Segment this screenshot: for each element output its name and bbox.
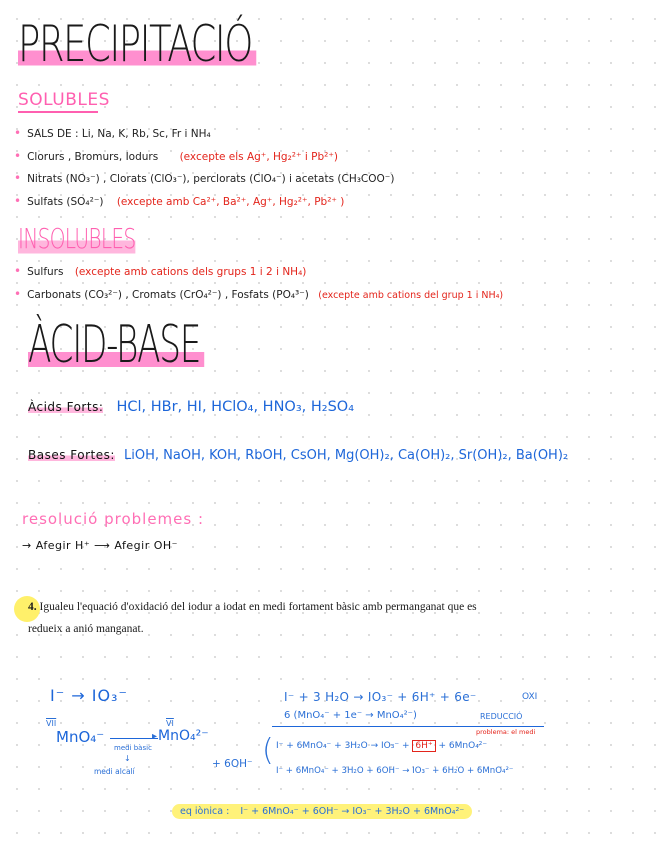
bullet-icon: • <box>14 287 22 301</box>
bullet-icon: • <box>14 149 22 163</box>
solubles-heading: SOLUBLES <box>18 90 110 110</box>
exercise-line-2: redueix a anió manganat. <box>28 623 144 635</box>
solubles-item-2: • Clorurs , Bromurs, Iodurs (excepte els Ag⁺, Hg₂²⁺ i Pb²⁺) <box>14 149 338 163</box>
right-sum-eq: I⁻ + 6MnO₄⁻ + 3H₂O → IO₃⁻ + 6H⁺ + 6MnO₄²⁻ <box>276 741 488 751</box>
arrow-head-icon: ▸ <box>152 731 158 742</box>
insolubles-item-1: • Sulfurs (excepte amb cations dels grups 1 i 2 i NH₄) <box>14 264 307 278</box>
bases-label: Bases Fortes: <box>28 448 115 462</box>
solubles-underline <box>18 111 98 113</box>
resolucio-step: → Afegir H⁺ ⟶ Afegir OH⁻ <box>22 539 178 552</box>
right-reduction-tag: REDUCCIÓ <box>480 712 523 721</box>
bullet-icon: • <box>14 264 22 278</box>
bullet-icon: • <box>14 171 22 185</box>
acids-label: Àcids Forts: <box>28 400 104 414</box>
ionic-label: eq iònica : <box>180 806 230 817</box>
left-ox-state-to: $\overline{VI}$ <box>166 719 174 728</box>
bases-row <box>28 444 568 463</box>
left-oxidation-eq: I⁻ → IO₃⁻ <box>50 686 128 705</box>
exercise-line-1: 4. Igualeu l'equació d'oxidació del iodur a iodat en medi fortament bàsic amb permanganat que es <box>28 601 477 613</box>
insolubles-item-2: • Carbonats (CO₃²⁻) , Cromats (CrO₄²⁻) , Fosfats (PO₄³⁻) (excepte amb cations del grup 1 i NH₄) <box>14 287 504 301</box>
sum-rule <box>272 726 544 727</box>
bracket-icon: ( <box>262 733 274 768</box>
down-arrow-icon: ↓ <box>124 754 131 763</box>
bases-list: LiOH, NaOH, KOH, RbOH, CsOH, Mg(OH)₂, Ca(OH)₂, Sr(OH)₂, Ba(OH)₂ <box>124 448 569 463</box>
left-reduction-from: MnO₄⁻ <box>56 728 105 746</box>
precipitacio-title: PRECIPITACIÓ <box>18 16 256 72</box>
right-oxidation-tag: OXI <box>522 692 538 702</box>
right-final-eq: I⁻ + 6MnO₄⁻ + 3H₂O + 6OH⁻ → IO₃⁻ + 6H₂O + 6MnO₄²⁻ <box>276 766 514 776</box>
resolucio-heading: resolució problemes : <box>22 510 205 528</box>
left-reduction-to: MnO₄²⁻ <box>158 728 209 744</box>
acids-row <box>28 396 354 415</box>
left-note-2: medi alcalí <box>94 767 135 776</box>
plus-oh-note: + 6OH⁻ <box>212 758 253 770</box>
right-reduction-eq: 6 (MnO₄⁻ + 1e⁻ → MnO₄²⁻) <box>284 710 417 721</box>
insolubles-heading: INSOLUBLES <box>18 222 136 255</box>
boxed-h-plus: 6H⁺ <box>412 740 435 752</box>
right-oxidation-eq: I⁻ + 3 H₂O → IO₃⁻ + 6H⁺ + 6e⁻ <box>284 690 477 704</box>
left-ox-state: $\overline{VII}$ <box>46 719 57 728</box>
left-note-1: medi bàsic <box>114 744 152 752</box>
acids-list: HCl, HBr, HI, HClO₄, HNO₃, H₂SO₄ <box>116 399 355 415</box>
problem-note: problema: el medi <box>476 728 536 736</box>
bullet-icon: • <box>14 194 22 208</box>
ionic-eq: I⁻ + 6MnO₄⁻ + 6OH⁻ → IO₃⁻ + 3H₂O + 6MnO₄²⁻ <box>240 806 465 817</box>
ionic-equation <box>172 804 472 819</box>
solubles-item-1: • SALS DE : Li, Na, K, Rb, Sc, Fr i NH₄ <box>14 126 211 140</box>
left-reduction-arrow <box>110 738 158 739</box>
acid-base-title: ÀCID-BASE <box>28 316 204 374</box>
solubles-item-4: • Sulfats (SO₄²⁻) (excepte amb Ca²⁺, Ba²⁺, Ag⁺, Hg₂²⁺, Pb²⁺ ) <box>14 194 345 208</box>
exercise-number: 4. <box>28 601 37 613</box>
bullet-icon: • <box>14 126 22 140</box>
solubles-item-3: • Nitrats (NO₃⁻) , Clorats (ClO₃⁻), perclorats (ClO₄⁻) i acetats (CH₃COO⁻) <box>14 171 395 185</box>
